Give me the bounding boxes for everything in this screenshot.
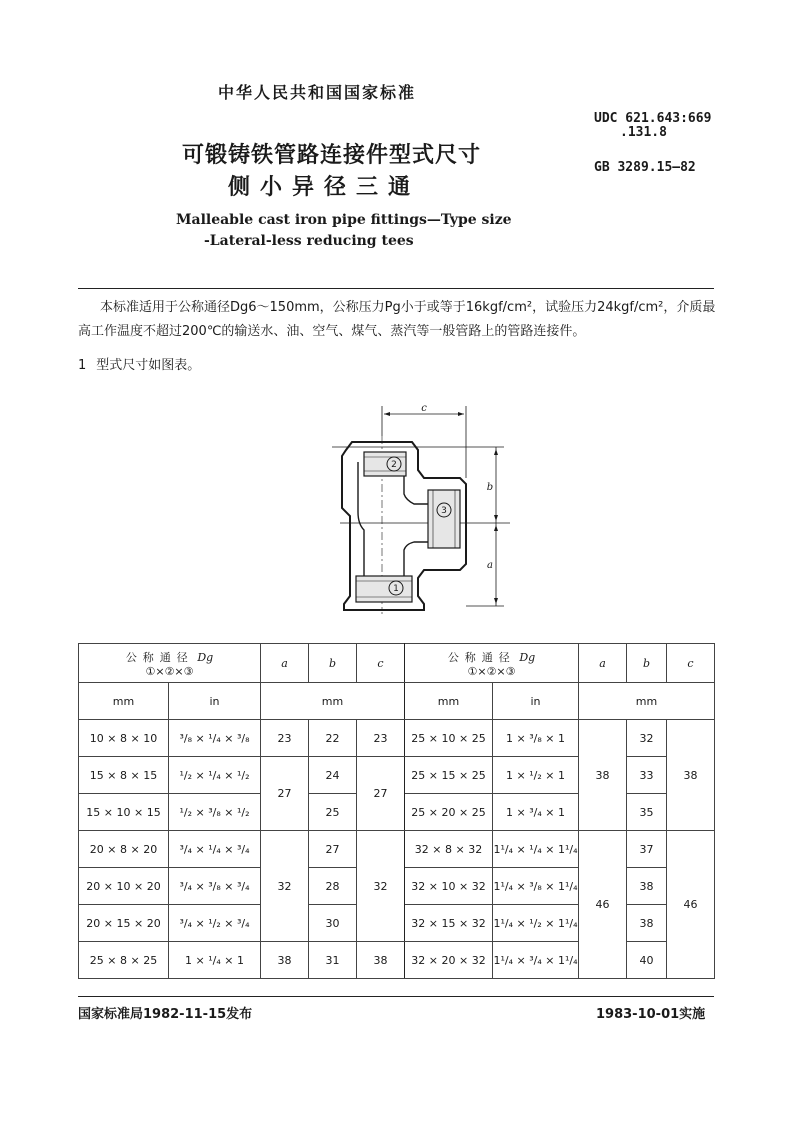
cell-mm: 25 × 20 × 25 (405, 794, 493, 831)
cell-mm: 15 × 10 × 15 (79, 794, 169, 831)
footer-divider (78, 996, 714, 997)
cell-b: 33 (627, 757, 667, 794)
table-row (79, 720, 715, 757)
cell-in: 1 × ³/₄ × 1 (493, 794, 579, 831)
dimension-c-label: c (421, 403, 427, 414)
cell-in: ³/₄ × ¹/₄ × ³/₄ (169, 831, 261, 868)
cell-mm: 20 × 10 × 20 (79, 868, 169, 905)
cell-a: 27 (261, 757, 309, 831)
header-b-right: b (627, 644, 667, 683)
issuing-body-header: 中华人民共和国国家标准 (218, 83, 417, 102)
cell-in: ³/₄ × ³/₈ × ³/₄ (169, 868, 261, 905)
port-1-label: 1 (393, 584, 399, 594)
cell-mm: 15 × 8 × 15 (79, 757, 169, 794)
header-a-right: a (579, 644, 627, 683)
cell-in: ³/₄ × ¹/₂ × ³/₄ (169, 905, 261, 942)
cell-in: ¹/₂ × ¹/₄ × ¹/₂ (169, 757, 261, 794)
cell-mm: 25 × 8 × 25 (79, 942, 169, 979)
dimension-table (78, 643, 715, 979)
cell-mm: 32 × 10 × 32 (405, 868, 493, 905)
cell-b: 40 (627, 942, 667, 979)
unit-mm-dims-right: mm (579, 683, 715, 720)
cell-in: 1¹/₄ × ³/₄ × 1¹/₄ (493, 942, 579, 979)
cell-in: ¹/₂ × ³/₈ × ¹/₂ (169, 794, 261, 831)
tee-fitting-drawing (300, 400, 520, 625)
cell-a: 38 (579, 720, 627, 831)
cell-in: 1¹/₄ × ³/₈ × 1¹/₄ (493, 868, 579, 905)
cell-b: 25 (309, 794, 357, 831)
section-text: 型式尺寸如图表。 (96, 358, 201, 373)
cell-in: 1 × ¹/₄ × 1 (169, 942, 261, 979)
cell-b: 32 (627, 720, 667, 757)
header-c-left: c (357, 644, 405, 683)
unit-mm-right: mm (405, 683, 493, 720)
cell-a: 38 (261, 942, 309, 979)
cell-a: 46 (579, 831, 627, 979)
title-cn-line-2: 侧小异径三通 (228, 175, 421, 200)
cell-b: 22 (309, 720, 357, 757)
table-header-row (79, 644, 715, 683)
cell-c: 38 (357, 942, 405, 979)
cell-c: 23 (357, 720, 405, 757)
header-c-right: c (667, 644, 715, 683)
udc-line-1: UDC 621.643:669 (594, 111, 712, 126)
cell-mm: 20 × 8 × 20 (79, 831, 169, 868)
port-2-label: 2 (391, 460, 397, 470)
cell-mm: 25 × 10 × 25 (405, 720, 493, 757)
header-b-left: b (309, 644, 357, 683)
port-3-label: 3 (441, 506, 447, 516)
cell-a: 23 (261, 720, 309, 757)
cell-b: 31 (309, 942, 357, 979)
effective-date: 1983-10-01实施 (596, 1007, 706, 1022)
cell-in: 1 × ³/₈ × 1 (493, 720, 579, 757)
cell-mm: 32 × 20 × 32 (405, 942, 493, 979)
scope-paragraph: 本标准适用于公称通径Dg6～150mm，公称压力Pg小于或等于16kgf/cm²，试验压力24kgf/cm²，介质最高工作温度不超过200℃的输送水、油、空气、煤气、蒸汽等一般管路上的管路连接件。 (78, 300, 716, 339)
cell-c: 46 (667, 831, 715, 979)
cell-b: 30 (309, 905, 357, 942)
header-nominal-diameter-left: 公称通径 Dg ①×②×③ (79, 644, 261, 683)
cell-c: 38 (667, 720, 715, 831)
table-unit-row (79, 683, 715, 720)
cell-mm: 32 × 15 × 32 (405, 905, 493, 942)
unit-mm-left: mm (79, 683, 169, 720)
unit-in-left: in (169, 683, 261, 720)
dimension-b-label: b (486, 482, 494, 493)
cell-b: 37 (627, 831, 667, 868)
header-divider (78, 288, 714, 289)
cell-mm: 25 × 15 × 25 (405, 757, 493, 794)
cell-b: 35 (627, 794, 667, 831)
title-en-line-2: -Lateral-less reducing tees (204, 233, 414, 249)
header-nominal-diameter-right: 公称通径 Dg ①×②×③ (405, 644, 579, 683)
unit-mm-dims-left: mm (261, 683, 405, 720)
standard-number: GB 3289.15—82 (594, 160, 696, 175)
cell-in: ³/₈ × ¹/₄ × ³/₈ (169, 720, 261, 757)
cell-b: 24 (309, 757, 357, 794)
header-a-left: a (261, 644, 309, 683)
cell-mm: 10 × 8 × 10 (79, 720, 169, 757)
cell-b: 38 (627, 868, 667, 905)
cell-mm: 20 × 15 × 20 (79, 905, 169, 942)
cell-in: 1¹/₄ × ¹/₄ × 1¹/₄ (493, 831, 579, 868)
title-en-line-1: Malleable cast iron pipe fittings—Type size (176, 212, 512, 228)
section-1 (78, 354, 200, 373)
cell-in: 1 × ¹/₂ × 1 (493, 757, 579, 794)
cell-b: 28 (309, 868, 357, 905)
table-row (79, 831, 715, 868)
cell-mm: 32 × 8 × 32 (405, 831, 493, 868)
cell-c: 32 (357, 831, 405, 942)
cell-a: 32 (261, 831, 309, 942)
unit-in-right: in (493, 683, 579, 720)
cell-in: 1¹/₄ × ¹/₂ × 1¹/₄ (493, 905, 579, 942)
cell-b: 27 (309, 831, 357, 868)
dimension-a-label: a (487, 560, 493, 571)
section-number: 1 (78, 358, 87, 373)
udc-code (594, 112, 711, 140)
issue-date: 国家标准局1982-11-15发布 (78, 1007, 253, 1022)
cell-b: 38 (627, 905, 667, 942)
cell-c: 27 (357, 757, 405, 831)
udc-line-2: .131.8 (620, 125, 667, 140)
title-cn-line-1: 可锻铸铁管路连接件型式尺寸 (182, 143, 482, 168)
